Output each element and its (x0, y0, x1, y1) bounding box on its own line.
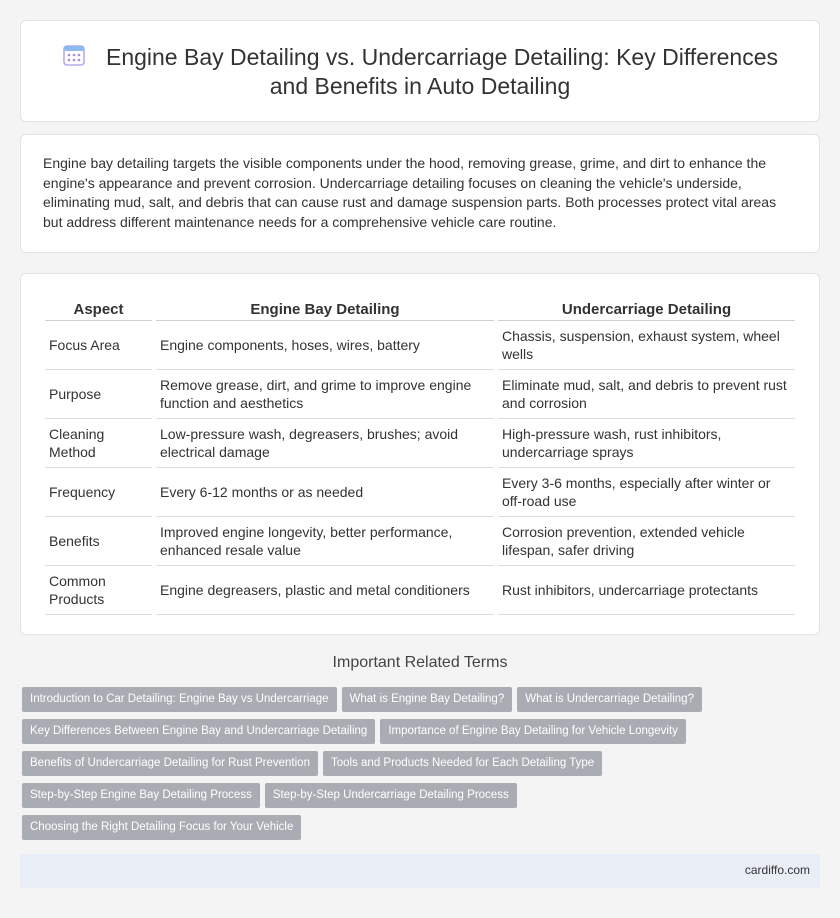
aspect-cell: Common Products (45, 566, 152, 615)
undercarriage-cell: High-pressure wash, rust inhibitors, undercarriage sprays (498, 419, 795, 468)
related-term-tag[interactable]: Benefits of Undercarriage Detailing for Rust Prevention (22, 751, 318, 776)
table-row (45, 517, 795, 566)
table-row (45, 321, 795, 370)
table-row (45, 419, 795, 468)
related-term-tag[interactable]: Tools and Products Needed for Each Detailing Type (323, 751, 602, 776)
aspect-cell: Benefits (45, 517, 152, 566)
undercarriage-cell: Chassis, suspension, exhaust system, wheel wells (498, 321, 795, 370)
undercarriage-cell: Corrosion prevention, extended vehicle lifespan, safer driving (498, 517, 795, 566)
header-undercarriage: Undercarriage Detailing (498, 297, 795, 321)
comparison-table (41, 297, 799, 615)
engine-bay-cell: Every 6-12 months or as needed (156, 468, 494, 517)
engine-bay-cell: Low-pressure wash, degreasers, brushes; avoid electrical damage (156, 419, 494, 468)
undercarriage-cell: Eliminate mud, salt, and debris to prevent rust and corrosion (498, 370, 795, 419)
related-term-tag[interactable]: Step-by-Step Undercarriage Detailing Process (265, 783, 517, 808)
comparison-table-card (20, 273, 820, 635)
related-term-tag[interactable]: Importance of Engine Bay Detailing for Vehicle Longevity (380, 719, 686, 744)
header-engine-bay: Engine Bay Detailing (156, 297, 494, 321)
table-row (45, 566, 795, 615)
intro-card (20, 134, 820, 253)
tag-row (22, 719, 822, 751)
aspect-cell: Purpose (45, 370, 152, 419)
aspect-cell: Frequency (45, 468, 152, 517)
undercarriage-cell: Rust inhibitors, undercarriage protectants (498, 566, 795, 615)
table-header-row (45, 297, 795, 321)
footer-site[interactable]: cardiffo.com (744, 863, 810, 877)
table-row (45, 468, 795, 517)
related-term-tag[interactable]: Introduction to Car Detailing: Engine Bay vs Undercarriage (22, 687, 337, 712)
engine-bay-cell: Remove grease, dirt, and grime to improve engine function and aesthetics (156, 370, 494, 419)
undercarriage-cell: Every 3-6 months, especially after winter or off-road use (498, 468, 795, 517)
engine-bay-cell: Engine components, hoses, wires, battery (156, 321, 494, 370)
tag-row (22, 783, 822, 815)
related-terms-heading: Important Related Terms (332, 654, 508, 671)
engine-bay-cell: Improved engine longevity, better performance, enhanced resale value (156, 517, 494, 566)
engine-bay-cell: Engine degreasers, plastic and metal conditioners (156, 566, 494, 615)
related-terms-list (22, 687, 822, 847)
tag-row (22, 815, 822, 847)
related-term-tag[interactable]: What is Undercarriage Detailing? (517, 687, 702, 712)
related-term-tag[interactable]: What is Engine Bay Detailing? (342, 687, 513, 712)
header-aspect: Aspect (45, 297, 152, 321)
title-card (20, 20, 820, 122)
table-row (45, 370, 795, 419)
aspect-cell: Cleaning Method (45, 419, 152, 468)
aspect-cell: Focus Area (45, 321, 152, 370)
related-term-tag[interactable]: Key Differences Between Engine Bay and Undercarriage Detailing (22, 719, 375, 744)
related-term-tag[interactable]: Choosing the Right Detailing Focus for Your Vehicle (22, 815, 301, 840)
page-title: Engine Bay Detailing vs. Undercarriage Detailing: Key Differences and Benefits in Auto Detailing (105, 44, 779, 99)
title-wrap (61, 43, 779, 101)
tag-row (22, 751, 822, 783)
intro-paragraph: Engine bay detailing targets the visible components under the hood, removing grease, grime, and dirt to enhance the engine's appearance and prevent corrosion. Undercarriage detailing focuses on cleaning the vehicle's underside, eliminating mud, salt, and debris that can cause rust and damage suspension parts. Both processes protect vital areas but address different maintenance needs for a comprehensive vehicle care routine. (43, 155, 777, 230)
calendar-icon (62, 43, 88, 67)
related-term-tag[interactable]: Step-by-Step Engine Bay Detailing Process (22, 783, 260, 808)
footer (20, 854, 820, 888)
tag-row (22, 687, 822, 719)
